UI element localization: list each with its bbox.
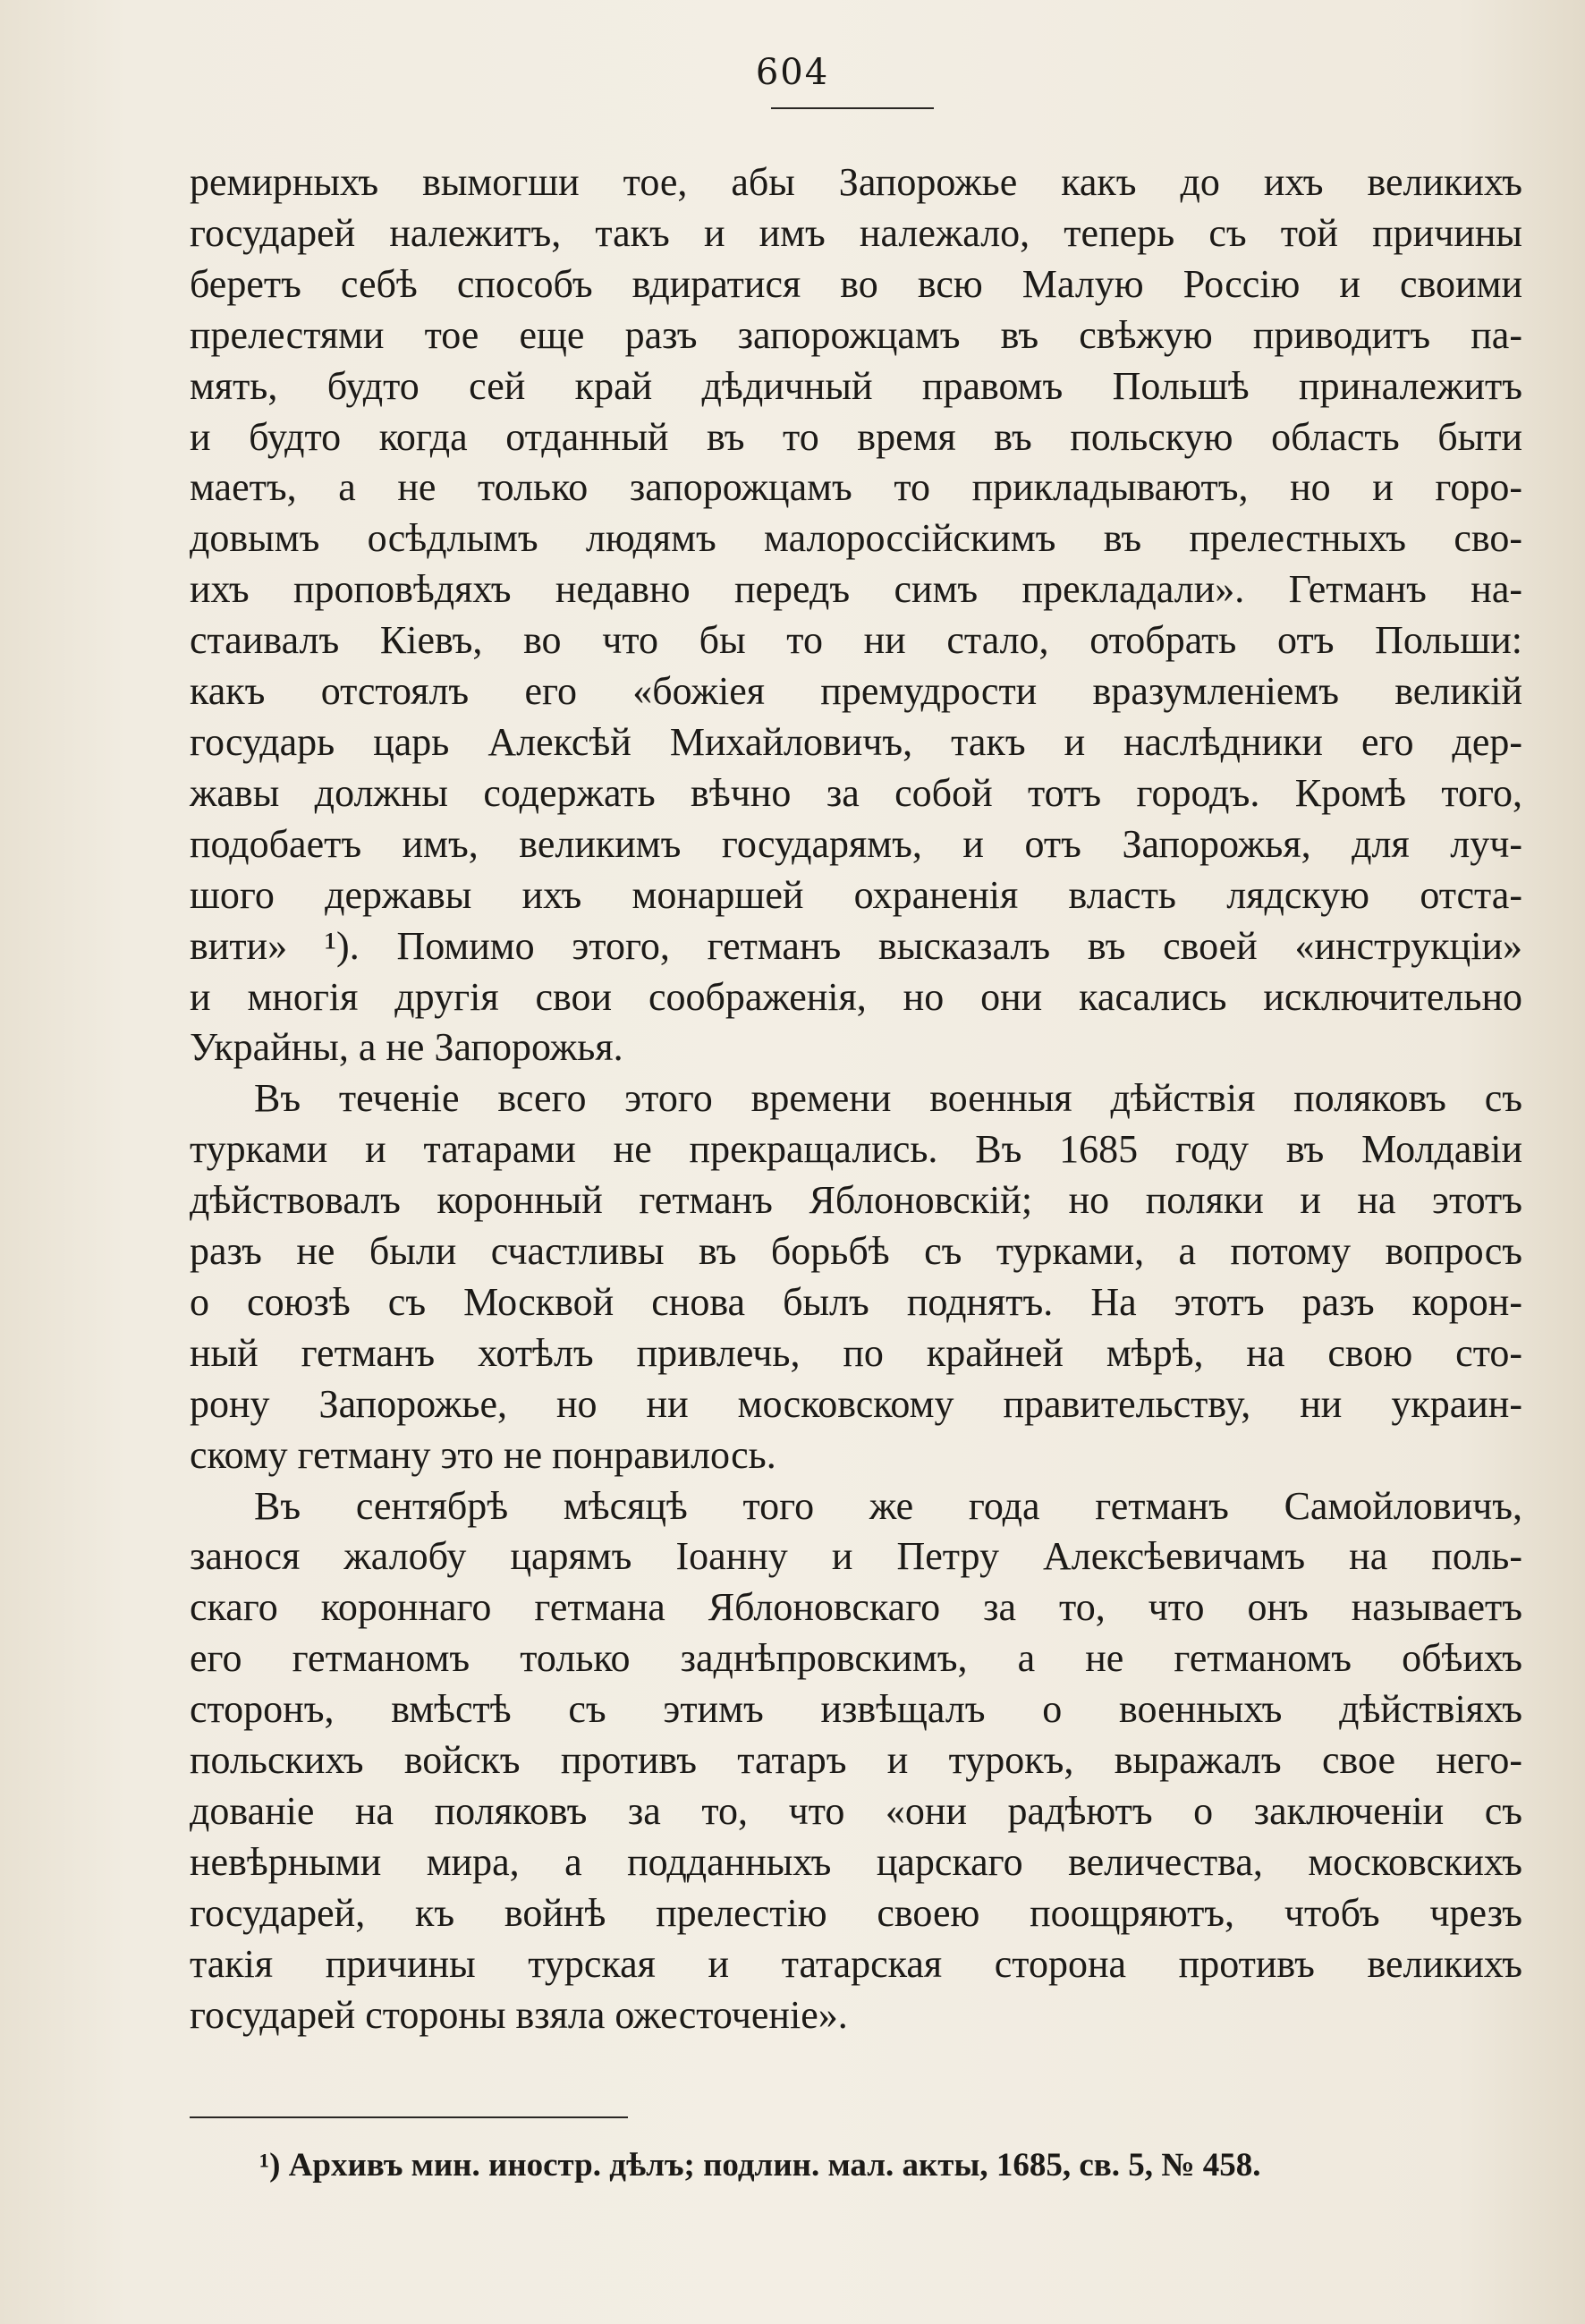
- text-line: какъ отстоялъ его «божіея премудрости вразумленіемъ великій: [190, 669, 1522, 714]
- text-line: ихъ проповѣдяхъ недавно передъ симъ прекладали». Гетманъ на-: [190, 567, 1522, 612]
- header-rule: [771, 107, 934, 109]
- text-line: ный гетманъ хотѣлъ привлечь, по крайней мѣрѣ, на свою сто-: [190, 1330, 1522, 1375]
- text-line: скому гетману это не понравилось.: [190, 1432, 776, 1477]
- text-line: дѣйствовалъ коронный гетманъ Яблоновскій; но поляки и на этотъ: [190, 1178, 1522, 1223]
- text-line: государей, къ войнѣ прелестію своею поощряютъ, чтобъ чрезъ: [190, 1890, 1522, 1935]
- text-line: государей належитъ, такъ и имъ належало, теперь съ той причины: [190, 210, 1522, 255]
- text-line: подобаетъ имъ, великимъ государямъ, и отъ Запорожья, для луч-: [190, 821, 1522, 866]
- text-line: ремирныхъ вымогши тое, абы Запорожье какъ до ихъ великихъ: [190, 160, 1522, 204]
- text-line: сторонъ, вмѣстѣ съ этимъ извѣщалъ о военныхъ дѣйствіяхъ: [190, 1687, 1522, 1732]
- text-line: вити» ¹). Помимо этого, гетманъ высказалъ въ своей «инструкціи»: [190, 923, 1522, 968]
- text-line: и многія другія свои соображенія, но они касались исключительно: [190, 974, 1522, 1019]
- text-line: Въ теченіе всего этого времени военныя дѣйствія поляковъ съ: [254, 1076, 1522, 1121]
- text-line: турками и татарами не прекращались. Въ 1685 году въ Молдавіи: [190, 1127, 1522, 1172]
- text-line: Въ сентябрѣ мѣсяцѣ того же года гетманъ Самойловичъ,: [254, 1483, 1522, 1528]
- text-line: стаивалъ Кіевъ, во что бы то ни стало, отобрать отъ Польши:: [190, 618, 1522, 663]
- text-line: и будто когда отданный въ то время въ польскую область быти: [190, 414, 1522, 459]
- text-line: дованіе на поляковъ за то, что «они радѣютъ о заключеніи съ: [190, 1789, 1522, 1833]
- text-line: довымъ осѣдлымъ людямъ малороссійскимъ въ прелестныхъ сво-: [190, 516, 1522, 561]
- text-line: о союзѣ съ Москвой снова былъ поднятъ. На этотъ разъ корон-: [190, 1279, 1522, 1324]
- text-line: польскихъ войскъ противъ татаръ и турокъ, выражалъ свое него-: [190, 1738, 1522, 1783]
- footnote-rule: [190, 2116, 628, 2118]
- text-line: занося жалобу царямъ Іоанну и Петру Алексѣевичамъ на поль-: [190, 1534, 1522, 1579]
- text-line: маетъ, а не только запорожцамъ то прикладываютъ, но и горо-: [190, 465, 1522, 510]
- text-line: прелестями тое еще разъ запорожцамъ въ свѣжую приводитъ па-: [190, 312, 1522, 357]
- text-line: жавы должны содержать вѣчно за собой тотъ городъ. Кромѣ того,: [190, 770, 1522, 815]
- text-line: шого державы ихъ монаршей охраненія власть лядскую отста-: [190, 872, 1522, 917]
- footnote: ¹) Архивъ мин. иностр. дѣлъ; подлин. мал. акты, 1685, св. 5, № 458.: [259, 2147, 1261, 2184]
- text-line: скаго короннаго гетмана Яблоновскаго за то, что онъ называетъ: [190, 1585, 1522, 1630]
- text-line: его гетманомъ только заднѣпровскимъ, а не гетманомъ обѣихъ: [190, 1636, 1522, 1681]
- text-line: рону Запорожье, но ни московскому правительству, ни украин-: [190, 1381, 1522, 1426]
- text-line: разъ не были счастливы въ борьбѣ съ турками, а потому вопросъ: [190, 1229, 1522, 1274]
- text-line: мять, будто сей край дѣдичный правомъ Польшѣ приналежитъ: [190, 363, 1522, 408]
- text-line: государей стороны взяла ожесточеніе».: [190, 1992, 848, 2037]
- page-number: 604: [755, 52, 830, 93]
- body-text: [190, 157, 1522, 2041]
- text-line: государь царь Алексѣй Михайловичъ, такъ и наслѣдники его дер-: [190, 719, 1522, 764]
- text-line: невѣрными мира, а подданныхъ царскаго величества, московскихъ: [190, 1839, 1522, 1884]
- text-line: такія причины турская и татарская сторона противъ великихъ: [190, 1941, 1522, 1986]
- text-line: беретъ себѣ способъ вдиратися во всю Малую Россію и своими: [190, 261, 1522, 306]
- text-line: Украйны, а не Запорожья.: [190, 1025, 623, 1070]
